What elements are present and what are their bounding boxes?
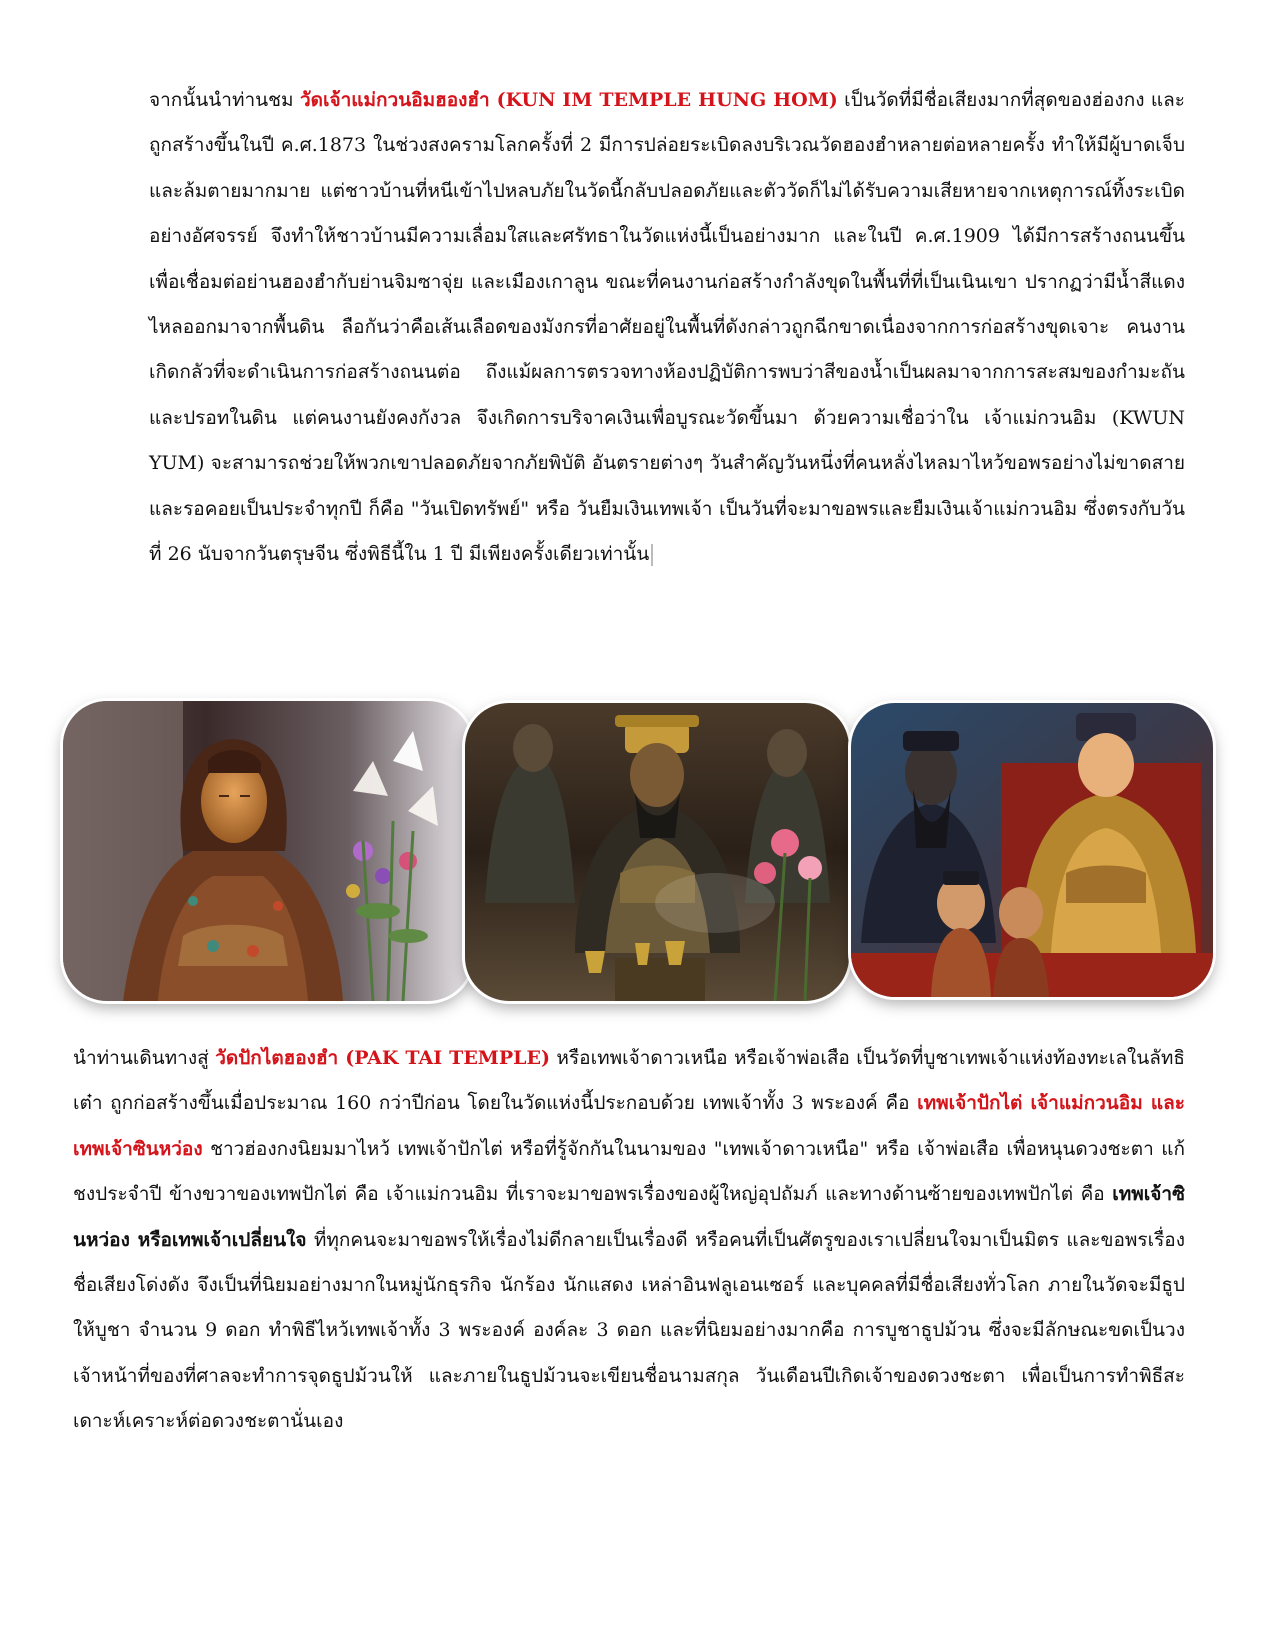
temple-name-pak-tai: วัดปักไตฮองฮำ (PAK TAI TEMPLE) bbox=[215, 1047, 550, 1069]
paragraph-body-b: ชาวฮ่องกงนิยมมาไหว้ เทพเจ้าปักไต่ หรือที่รู้จักกันในนามของ "เทพเจ้าดาวเหนือ" หรือ เจ้าพ่อเสือ เพื่อหนุนดวงชะตา แก้ชงประจำปี ข้างขวาของเทพปักไต่ คือ เจ้าแม่กวนอิม ที่เราจะมาขอพรเรื่องของผู้ใหญ่อุปถัมภ์ และทางด้านซ้ายของเทพปักไต่ คือ bbox=[73, 1137, 1185, 1206]
paragraph-body-c: ที่ทุกคนจะมาขอพรให้เรื่องไม่ดีกลายเป็นเรื่องดี หรือคนที่เป็นศัตรูของเราเปลี่ยนใจมาเป็นมิตร และขอพรเรื่องชื่อเสียงโด่งดัง จึงเป็นที่นิยมอย่างมากในหมู่นักธุรกิจ นักร้อง นักแสดง เหล่าอินฟลูเอนเซอร์ และบุคคลที่มีชื่อเสียงทั่วโลก ภายในวัดจะมีธูปให้บูชา จำนวน 9 ดอก ทำพิธีไหว้เทพเจ้าทั้ง 3 พระองค์ องค์ละ 3 ดอก และที่นิยมอย่างมากคือ การบูชาธูปม้วน ซึ่งจะมีลักษณะขดเป็นวง เจ้าหน้าที่ของที่ศาลจะทำการจุดธูปม้วนให้ และภายในธูปม้วนจะเขียนชื่อนามสกุล วันเดือนปีเกิดเจ้าของดวงชะตา เพื่อเป็นการทำพิธีสะเดาะห์เคราะห์ต่อดวงชะตานั่นเอง bbox=[73, 1228, 1185, 1433]
photo-sin-wong-deities bbox=[851, 703, 1213, 997]
paragraph-kun-im-temple bbox=[149, 78, 1185, 577]
intro-text: นำท่านเดินทางสู่ bbox=[73, 1047, 216, 1069]
paragraph-body: เป็นวัดที่มีชื่อเสียงมากที่สุดของฮ่องกง และถูกสร้างขึ้นในปี ค.ศ.1873 ในช่วงสงครามโลกครั้งที่ 2 มีการปล่อยระเบิดลงบริเวณวัดฮองฮำหลายต่อหลายครั้ง ทำให้มีผู้บาดเจ็บและล้มตายมากมาย แต่ชาวบ้านที่หนีเข้าไปหลบภัยในวัดนี้กลับปลอดภัยและตัววัดก็ไม่ได้รับความเสียหายจากเหตุการณ์ทิ้งระเบิดอย่างอัศจรรย์ จึงทำให้ชาวบ้านมีความเลื่อมใสและศรัทธาในวัดแห่งนี้เป็นอย่างมาก และในปี ค.ศ.1909 ได้มีการสร้างถนนขึ้นเพื่อเชื่อมต่อย่านฮองฮำกับย่านจิมซาจุ่ย และเมืองเกาลูน ขณะที่คนงานก่อสร้างกำลังขุดในพื้นที่ที่เป็นเนินเขา ปรากฏว่ามีน้ำสีแดงไหลออกมาจากพื้นดิน ลือกันว่าคือเส้นเลือดของมังกรที่อาศัยอยู่ในพื้นที่ดังกล่าวถูกฉีกขาดเนื่องจากการก่อสร้างขุดเจาะ คนงานเกิดกลัวที่จะดำเนินการก่อสร้างถนนต่อ ถึงแม้ผลการตรวจทางห้องปฏิบัติการพบว่าสีของน้ำเป็นผลมาจากการสะสมของกำมะถันและปรอทในดิน แต่คนงานยังคงกังวล จึงเกิดการบริจาคเงินเพื่อบูรณะวัดขึ้นมา ด้วยความเชื่อว่าใน เจ้าแม่กวนอิม (KWUN YUM) จะสามารถช่วยให้พวกเขาปลอดภัยจากภัยพิบัติ อันตรายต่างๆ วันสำคัญวันหนึ่งที่คนหลั่งไหลมาไหว้ขอพรอย่างไม่ขาดสาย และรอคอยเป็นประจำทุกปี ก็คือ "วันเปิดทรัพย์" หรือ วันยืมเงินเทพเจ้า เป็นวันที่จะมาขอพรและยืมเงินเจ้าแม่กวนอิม ซึ่งตรงกับวันที่ 26 นับจากวันตรุษจีน ซึ่งพิธีนี้ใน 1 ปี มีเพียงครั้งเดียวเท่านั้น bbox=[149, 89, 1185, 566]
paragraph-body-a: หรือเทพเจ้าดาวเหนือ หรือเจ้าพ่อเสือ เป็นวัดที่บูชาเทพเจ้าแห่งท้องทะเลในลัทธิเต๋า ถูกก่อสร้างขึ้นเมื่อประมาณ 160 กว่าปีก่อน โดยในวัดแห่งนี้ประกอบด้วย เทพเจ้าทั้ง 3 พระองค์ คือ bbox=[73, 1047, 1185, 1115]
text-cursor bbox=[651, 544, 653, 566]
deities-highlight: เทพเจ้าปักไต่ เจ้าแม่กวนอิม และเทพเจ้าซินหว่อง bbox=[73, 1092, 1185, 1160]
sin-wong-highlight: เทพเจ้าซินหว่อง หรือเทพเจ้าเปลี่ยนใจ bbox=[73, 1183, 1185, 1251]
photo-guan-yin-statue bbox=[63, 701, 472, 1001]
temple-name-kun-im: วัดเจ้าแม่กวนอิมฮองฮำ (KUN IM TEMPLE HUNG HOM) bbox=[299, 89, 838, 111]
paragraph-pak-tai-temple bbox=[73, 1036, 1185, 1445]
photo-pak-tai-deity bbox=[465, 703, 849, 1001]
intro-text: จากนั้นนำท่านชม bbox=[149, 89, 300, 111]
